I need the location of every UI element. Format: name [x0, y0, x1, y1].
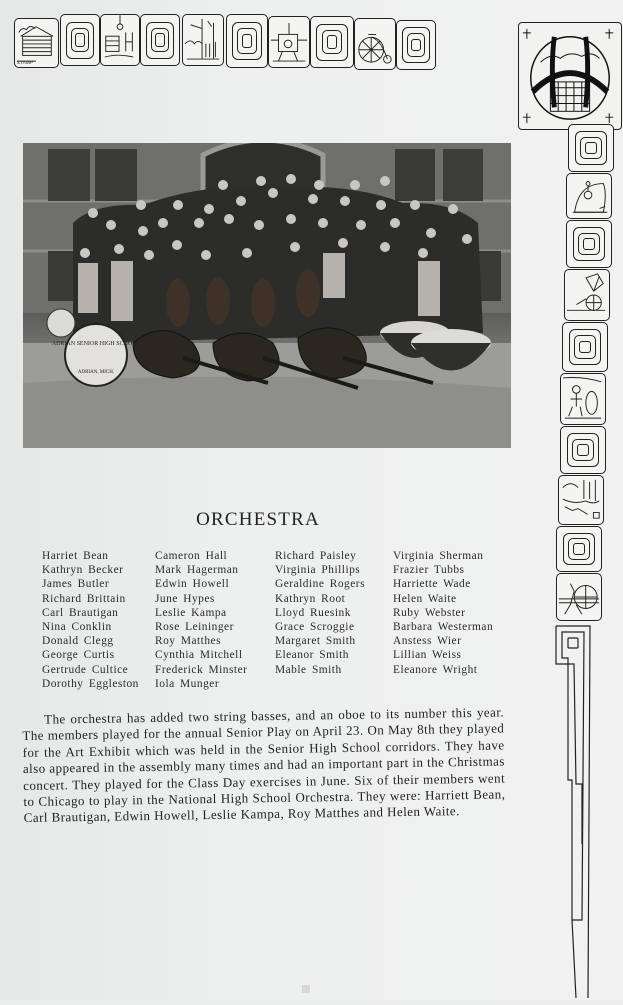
spiral-square-icon [60, 14, 100, 66]
spiral-square-icon [396, 20, 436, 70]
member-name: Geraldine Rogers [275, 578, 366, 591]
school-monogram-icon [518, 22, 622, 130]
member-name: Roy Matthes [155, 635, 222, 648]
member-name: Nina Conklin [42, 621, 112, 634]
member-name: Grace Scroggie [275, 621, 355, 634]
lady-spinning-icon [566, 173, 612, 219]
member-name: Frederick Minster [155, 663, 248, 676]
woman-wheel-icon [560, 373, 606, 425]
orchestra-group-photo [23, 143, 511, 448]
member-name: Carl Brautigan [42, 606, 119, 619]
spiral-square-icon [140, 14, 180, 66]
body-paragraph: The orchestra has added two string basses, and an oboe to its number this year. The members played for the annual Senior Play on April 23. On May 8th they played for the Art Exhibit which was held in the Senior High School corridors. They have also appeared in the assembly many times and had an important part in the Christmas concert. They played for the Class Day exercises in June. Six of their members went to Chicago to play in the National High School Orchestra. They were: Harriett Bean, Carl Brautigan, Edwin Howell, Leslie Kampa, Roy Matthes and Helen Waite. [22, 704, 506, 826]
member-column-2 [155, 549, 247, 691]
log-cabin-icon [14, 18, 59, 68]
member-name: Helen Waite [393, 592, 457, 605]
section-title: ORCHESTRA [196, 509, 320, 530]
spiral-square-icon [310, 16, 354, 68]
penny-farthing-bicycle-icon [354, 18, 396, 70]
member-name: Iola Munger [155, 677, 220, 690]
member-name: Lloyd Ruesink [275, 606, 351, 619]
member-name: Ruby Webster [393, 606, 466, 619]
landscape-icon [558, 475, 604, 525]
member-name: Dorothy Eggleston [42, 677, 139, 690]
member-name: Virginia Phillips [275, 564, 361, 577]
member-name: Kathryn Root [275, 592, 346, 605]
member-column-4 [393, 549, 493, 677]
member-name: Virginia Sherman [393, 550, 484, 562]
member-name: Richard Brittain [42, 592, 126, 605]
member-name: Cynthia Mitchell [155, 649, 243, 662]
drum-text-top: ADRIAN SENIOR HIGH SCHOOL [51, 341, 141, 347]
member-name: Harriet Bean [42, 550, 109, 562]
dresser-chair-icon [100, 14, 140, 66]
spiral-square-icon [568, 124, 614, 172]
carriage-parasol-icon [564, 269, 610, 321]
member-name: Lillian Weiss [393, 649, 462, 662]
member-name: Mark Hagerman [155, 564, 239, 577]
member-name: June Hypes [155, 592, 215, 605]
member-name: Rose Leininger [155, 621, 234, 634]
member-name: Gertrude Cultice [42, 663, 129, 676]
long-spiral-tail-icon [552, 620, 592, 1000]
page-mark [302, 985, 310, 993]
spiral-square-icon [566, 220, 612, 268]
member-name: Edwin Howell [155, 578, 230, 591]
stove-icon [268, 16, 310, 68]
member-name: Anstess Wier [393, 635, 462, 648]
member-name: Richard Paisley [275, 550, 357, 562]
member-name: Margaret Smith [275, 635, 356, 648]
member-name: Cameron Hall [155, 550, 228, 562]
svg-text:STAMP: STAMP [16, 61, 33, 67]
spiral-square-icon [226, 14, 268, 68]
member-name: James Butler [42, 578, 110, 591]
member-column-3 [275, 549, 365, 677]
drum-text-bottom: ADRIAN, MICH. [77, 370, 115, 375]
member-name: Eleanore Wright [393, 663, 478, 676]
member-name: Frazier Tubbs [393, 564, 465, 577]
member-name: George Curtis [42, 649, 115, 662]
member-name: Donald Clegg [42, 635, 114, 648]
member-name: Harriette Wade [393, 578, 471, 591]
member-name: Barbara Westerman [393, 621, 494, 634]
member-column-1 [42, 549, 139, 691]
member-name: Kathryn Becker [42, 564, 124, 577]
spiral-square-icon [562, 322, 608, 372]
member-name: Leslie Kampa [155, 606, 227, 619]
spiral-square-icon [556, 526, 602, 572]
spinning-wheel-icon [556, 573, 602, 621]
member-name: Eleanor Smith [275, 649, 349, 662]
spiral-square-icon [560, 426, 606, 474]
trees-well-icon [182, 14, 224, 66]
member-name: Mable Smith [275, 663, 342, 676]
